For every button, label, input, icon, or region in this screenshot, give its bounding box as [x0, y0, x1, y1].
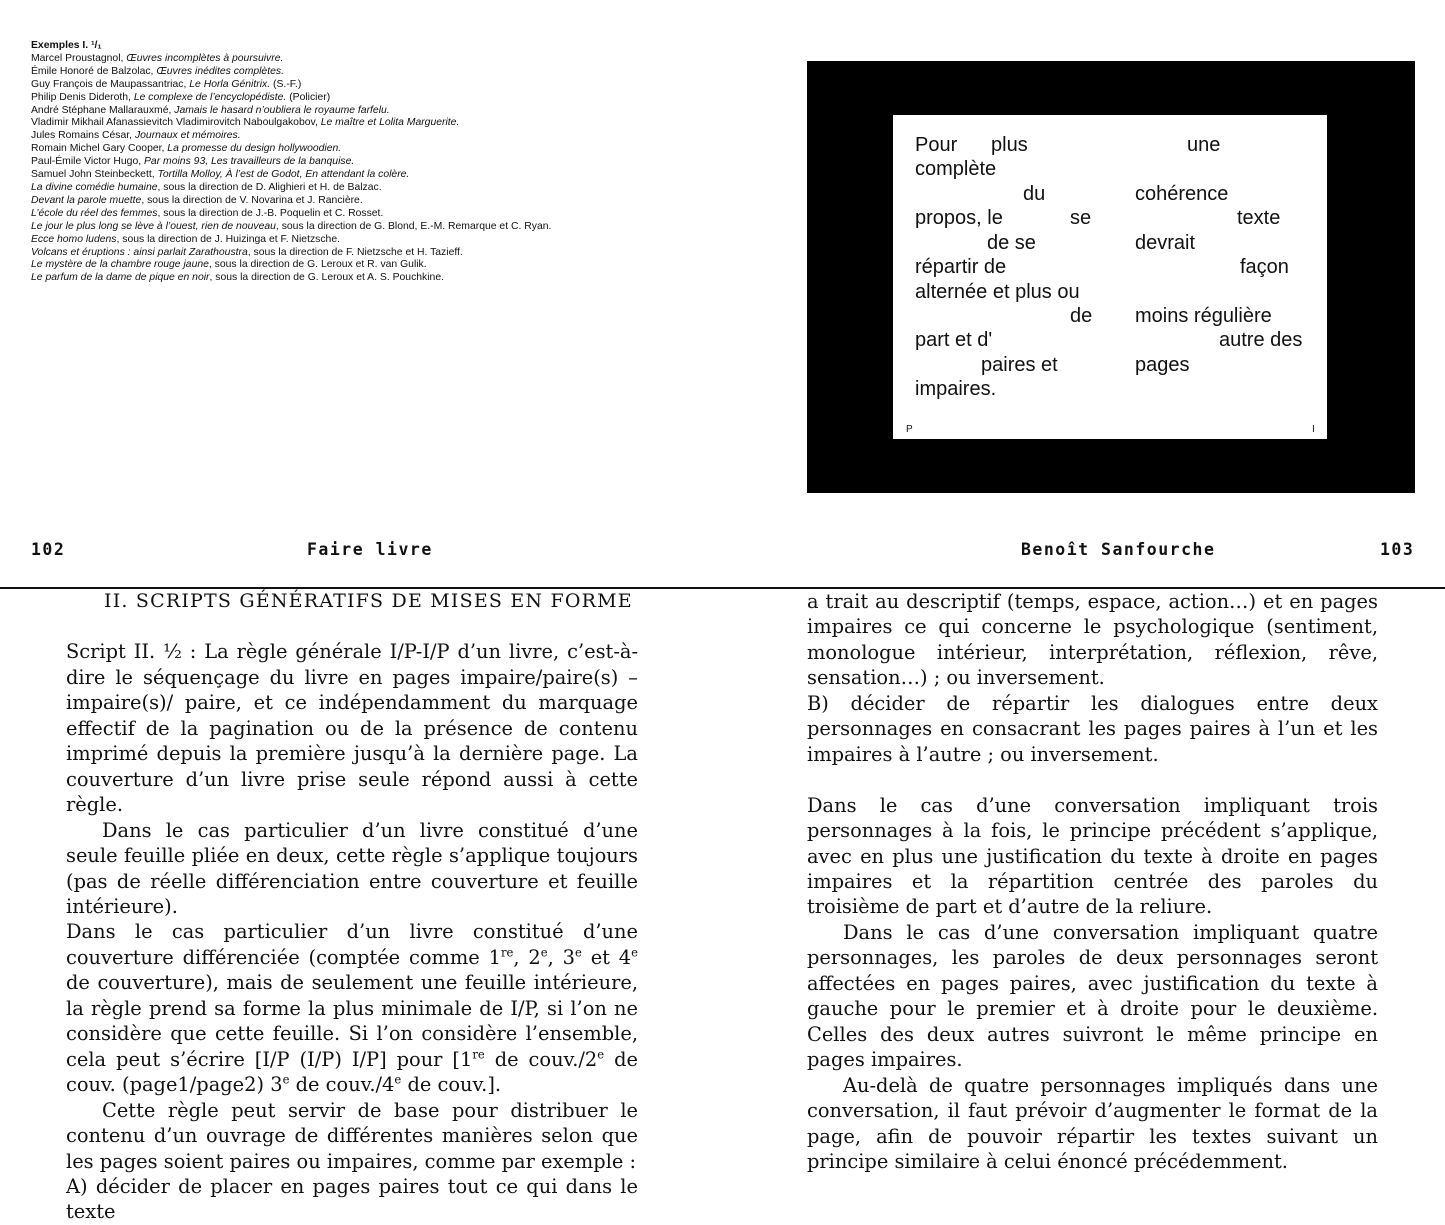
examples-heading: Exemples I. ¹/₁	[31, 40, 102, 51]
left-page-number: 102	[31, 540, 66, 559]
left-running-title: Faire livre	[307, 540, 433, 559]
card-word: Pour	[915, 134, 958, 156]
card-word: pages	[1135, 354, 1190, 376]
card-word: répartir de	[915, 256, 1007, 278]
illustration-card	[893, 115, 1327, 439]
example-line: Devant la parole muette, sous la direction de V. Novarina et J. Rancière.	[31, 194, 363, 206]
card-word: cohérence	[1135, 183, 1229, 205]
paragraph: A) décider de placer en pages paires tout ce qui dans le texte	[66, 1174, 638, 1224]
card-word: texte	[1237, 207, 1281, 229]
card-folio-right: I	[1312, 424, 1315, 435]
example-line: Volcans et éruptions : ainsi parlait Zarathoustra, sous la direction de F. Nietzsche et H. Tazieff.	[31, 246, 463, 258]
card-word: de	[1070, 305, 1093, 327]
right-running-author: Benoît Sanfourche	[1021, 540, 1216, 559]
card-word: alternée et plus ou	[915, 281, 1080, 303]
example-line: Le mystère de la chambre rouge jaune, sous la direction de G. Leroux et R. van Gulik.	[31, 259, 427, 271]
card-word: part et d'	[915, 329, 993, 351]
illustration-panel	[807, 61, 1415, 493]
example-line: Jules Romains César, Journaux et mémoires.	[31, 130, 241, 142]
left-text-column	[66, 589, 638, 1225]
right-page-number: 103	[1380, 540, 1415, 559]
example-line: Le jour le plus long se lève à l’ouest, rien de nouveau, sous la direction de G. Blond, E.-M. Remarque et C. Ryan.	[31, 220, 552, 232]
card-word: de se	[987, 232, 1036, 254]
card-word: façon	[1240, 256, 1289, 278]
example-line: Samuel John Steinbeckett, Tortilla Molloy, À l’est de Godot, En attendant la colère.	[31, 169, 410, 181]
card-word: se	[1070, 207, 1092, 229]
example-line: L’école du réel des femmes, sous la direction de J.-B. Poquelin et C. Rosset.	[31, 207, 384, 219]
card-word: plus	[991, 134, 1028, 156]
example-line: Émile Honoré de Balzolac, Œuvres inédites complètes.	[31, 65, 284, 77]
paragraph-gap	[807, 767, 1378, 792]
example-line: Philip Denis Dideroth, Le complexe de l’encyclopédiste. (Policier)	[31, 91, 331, 103]
paragraph: Cette règle peut servir de base pour distribuer le contenu d’un ouvrage de différentes manières selon que les pages soient paires ou impaires, comme par exemple :	[66, 1098, 638, 1173]
example-line: Marcel Proustagnol, Œuvres incomplètes à poursuivre.	[31, 52, 284, 64]
card-word: complète	[915, 158, 997, 180]
example-line: Vladimir Mikhail Afanassievitch Vladimirovitch Naboulgakobov, Le maître et Lolita Marguerite.	[31, 117, 460, 129]
example-line: André Stéphane Mallarauxmé, Jamais le hasard n’oubliera le royaume farfelu.	[31, 104, 390, 116]
card-word: une	[1187, 134, 1221, 156]
example-line: Paul-Émile Victor Hugo, Par moins 93, Les travailleurs de la banquise.	[31, 156, 355, 168]
card-word: devrait	[1135, 232, 1196, 254]
paragraph: a trait au descriptif (temps, espace, action…) et en pages impaires ce qui concerne le psychologique (sentiment, monologue intérieur, interprétation, réflexion, rêve, sensation…) ; ou inversement.	[807, 590, 1378, 690]
paragraph: Script II. ½ : La règle générale I/P-I/P d’un livre, c’est-à-dire le séquençage du livre en pages impaire/paire(s) – impaire(s)/ paire, et ce indépendamment du marquage effectif de la pagination ou de la présence de contenu imprimé depuis la première jusqu’à la dernière page. La couverture d’un livre prise seule répond aussi à cette règle.	[66, 640, 638, 817]
card-word: autre des	[1219, 329, 1303, 351]
example-line: Ecce homo ludens, sous la direction de J. Huizinga et F. Nietzsche.	[31, 233, 340, 245]
example-line: La divine comédie humaine, sous la direction de D. Alighieri et H. de Balzac.	[31, 181, 382, 193]
card-word: impaires.	[915, 378, 997, 400]
example-line: Romain Michel Gary Cooper, La promesse du design hollywoodien.	[31, 143, 342, 155]
examples-items	[31, 53, 671, 285]
card-word: du	[1023, 183, 1046, 205]
card-word: moins régulière	[1135, 305, 1272, 327]
paragraph: B) décider de répartir les dialogues entre deux personnages en consacrant les pages paires à l’un et les impaires à l’autre ; ou inversement.	[807, 691, 1378, 766]
card-word: paires et	[981, 354, 1058, 376]
example-line: Le parfum de la dame de pique en noir, sous la direction de G. Leroux et A. S. Pouchkine.	[31, 272, 444, 284]
examples-list	[31, 40, 671, 285]
section-title: II. SCRIPTS GÉNÉRATIFS DE MISES EN FORME	[104, 590, 633, 612]
card-folio-left: P	[906, 424, 913, 435]
paragraph: Au-delà de quatre personnages impliqués dans une conversation, il faut prévoir d’augmenter le format de la page, afin de pouvoir répartir les textes suivant un principe similaire à celui énoncé précédemment.	[807, 1073, 1378, 1173]
right-text-column	[807, 589, 1378, 1174]
paragraph: Dans le cas d’une conversation impliquant quatre personnages, les paroles de deux personnages seront affectées en pages paires, avec justification du texte à gauche pour le premier et à droite pour le deuxième. Celles des deux autres suivront le même principe en pages impaires.	[807, 920, 1378, 1072]
example-line: Guy François de Maupassantriac, Le Horla Génitrix. (S.-F.)	[31, 78, 302, 90]
paragraph: Dans le cas d’une conversation impliquant trois personnages à la fois, le principe précédent s’applique, avec en plus une justification du texte à droite en pages impaires et la répartition centrée des paroles du troisième de part et d’autre de la reliure.	[807, 793, 1378, 919]
card-word: propos, le	[915, 207, 1003, 229]
paragraph: Dans le cas particulier d’un livre constitué d’une seule feuille pliée en deux, cette règle s’applique toujours (pas de réelle différenciation entre couverture et feuille intérieure).	[66, 818, 638, 918]
paragraph: Dans le cas particulier d’un livre constitué d’une couverture différenciée (comptée comme 1re, 2e, 3e et 4e de couverture), mais de seulement une feuille intérieure, la règle prend sa forme la plus minimale de I/P, si l’on ne considère que cette feuille. Si l’on considère l’ensemble, cela peut s’écrire [I/P (I/P) I/P] pour [1re de couv./2e de couv. (page1/page2) 3e de couv./4e de couv.].	[66, 920, 639, 1097]
